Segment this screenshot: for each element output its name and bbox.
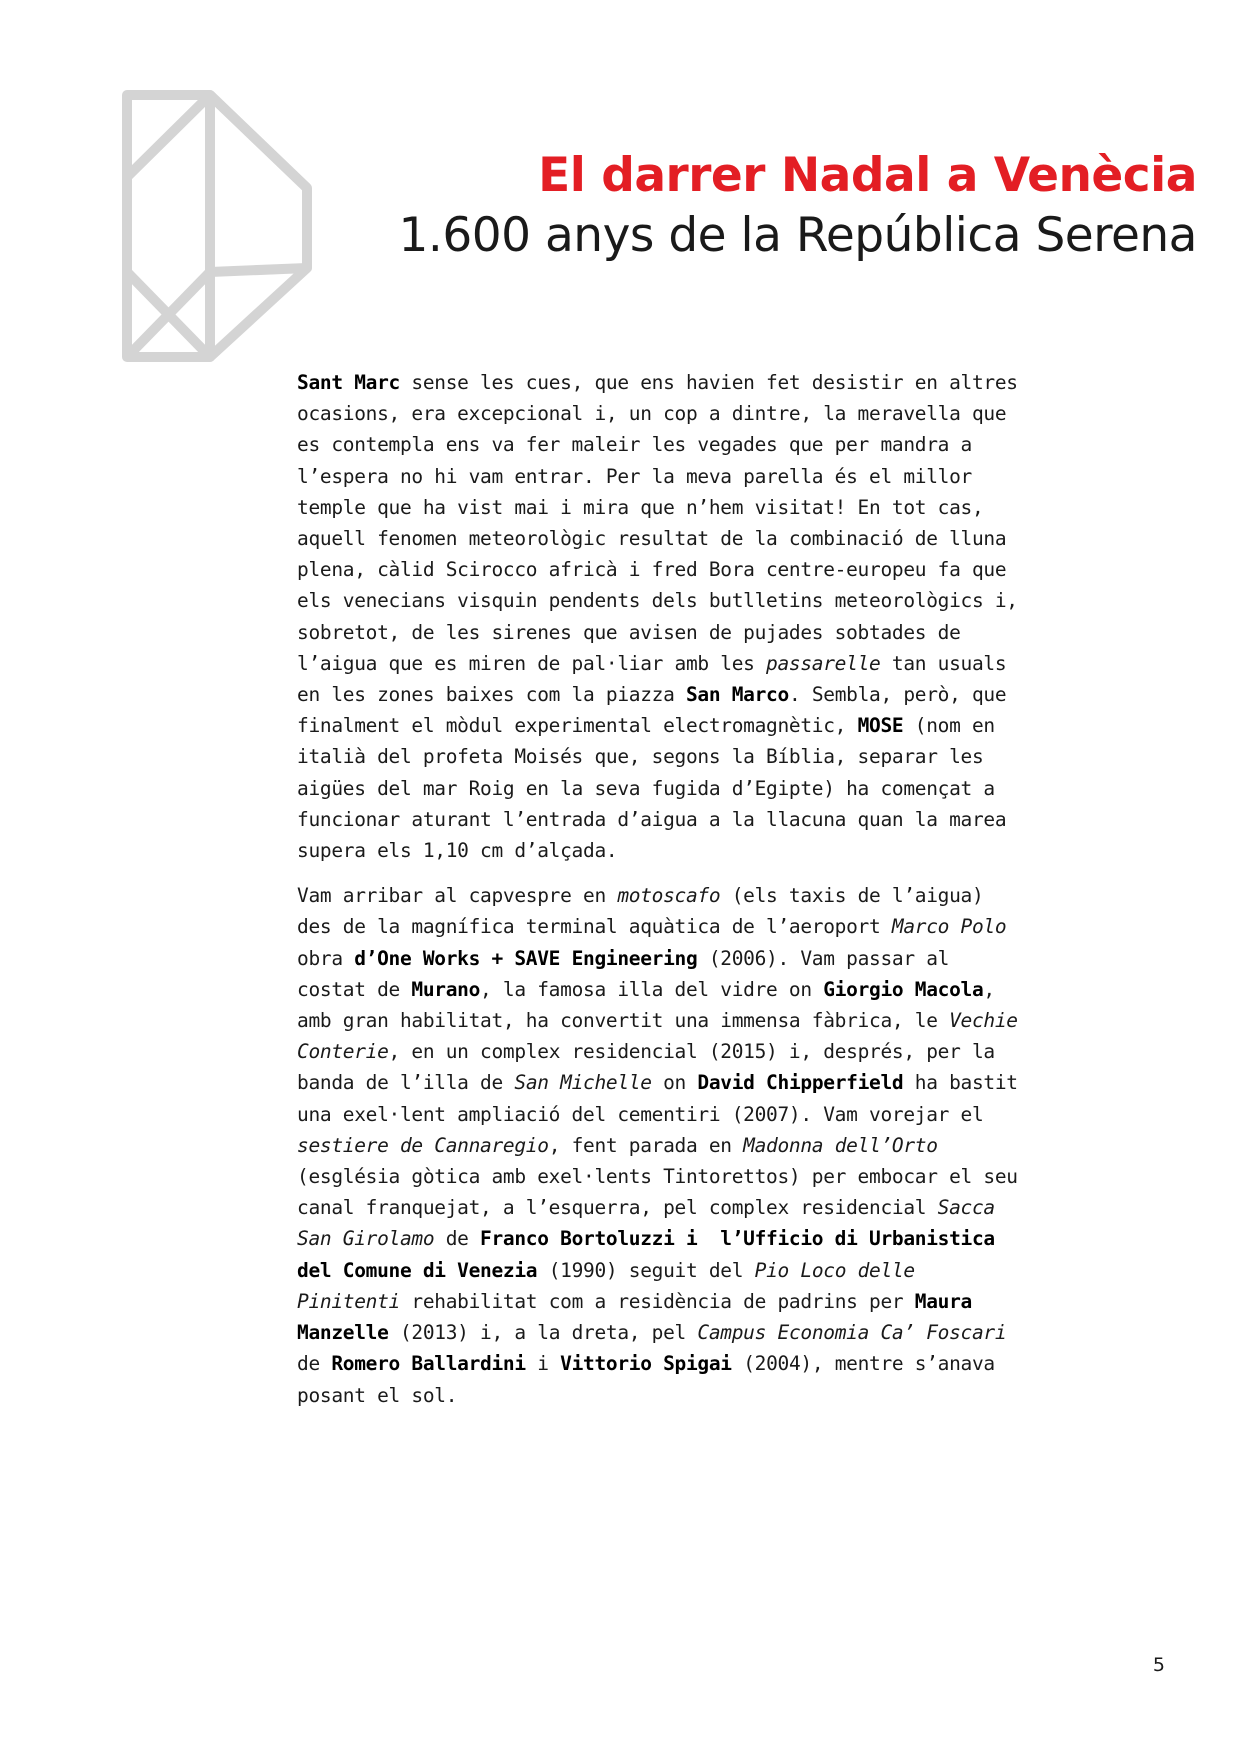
text-line [297, 804, 1177, 835]
bold-text: Manzelle [297, 1321, 389, 1345]
text-run: italià del profeta Moisés que, segons la Bíblia, separar les [297, 745, 984, 769]
text-run: posant el sol. [297, 1383, 458, 1407]
text-line [297, 835, 1177, 866]
italic-text: sestiere de Cannaregio [297, 1133, 549, 1157]
article-body [297, 367, 1177, 1425]
italic-text: Pinitenti [297, 1289, 400, 1313]
text-line [297, 741, 1177, 772]
text-line [297, 974, 1177, 1005]
text-run: i [525, 1352, 561, 1376]
text-line [297, 1348, 1177, 1379]
text-run: l’aigua que es miren de pal·liar amb les [297, 651, 767, 675]
text-run: , en un complex residencial (2015) i, després, per la [388, 1040, 995, 1064]
text-line [297, 1036, 1177, 1067]
text-line [297, 911, 1177, 942]
text-run: . Sembla, però, que [788, 683, 1007, 707]
italic-text: Vechie [949, 1009, 1018, 1033]
text-run: es contempla ens va fer maleir les vegades que per mandra a [297, 433, 972, 457]
text-run: de [297, 1352, 332, 1376]
text-line [297, 398, 1177, 429]
text-run: tan usuals [880, 651, 1007, 675]
bold-text: Murano [411, 977, 481, 1001]
text-line [297, 1099, 1177, 1130]
italic-text: motoscafo [617, 884, 721, 908]
italic-text: Campus Economia Ca’ Foscari [697, 1321, 1007, 1345]
bold-text: David Chipperfield [697, 1071, 904, 1095]
text-line [297, 554, 1177, 585]
page-subtitle: 1.600 anys de la República Serena [398, 208, 1197, 263]
text-run: ocasions, era excepcional i, un cop a dintre, la meravella que [297, 402, 1007, 426]
text-run: temple que ha vist mai i mira que n’hem visitat! En tot cas, [297, 495, 984, 519]
text-line [297, 367, 1177, 398]
text-run: plena, càlid Scirocco africà i fred Bora centre-europeu fa que [297, 558, 1007, 582]
text-run: (els taxis de l’aigua) [720, 884, 984, 908]
text-line [297, 1317, 1177, 1348]
italic-text: passarelle [766, 651, 881, 675]
italic-text: Pio Loco delle [754, 1258, 915, 1282]
text-line [297, 617, 1177, 648]
text-line [297, 1005, 1177, 1036]
bold-text: Sant Marc [297, 371, 400, 394]
text-line [297, 523, 1177, 554]
bold-text: Vittorio Spigai [560, 1352, 732, 1376]
italic-text: San Michelle [514, 1071, 652, 1095]
text-run: (1990) seguit del [537, 1258, 755, 1282]
text-run: , la famosa illa del vidre on [480, 977, 824, 1001]
text-line [297, 585, 1177, 616]
text-line [297, 1255, 1177, 1286]
text-run: una exel·lent ampliació del cementiri (2007). Vam vorejar el [297, 1102, 984, 1126]
text-run: amb gran habilitat, ha convertit una immensa fàbrica, le [297, 1009, 950, 1033]
text-run: , [983, 977, 995, 1001]
text-run: de [434, 1227, 481, 1251]
page-number: 5 [1152, 1654, 1165, 1676]
text-line [297, 648, 1177, 679]
text-run: obra [297, 946, 355, 970]
text-run: canal franquejat, a l’esquerra, pel complex residencial [297, 1196, 938, 1220]
paragraph [297, 367, 1177, 866]
bold-text: San Marco [685, 683, 789, 707]
text-line [297, 880, 1177, 911]
text-line [297, 710, 1177, 741]
text-run: des de la magnífica terminal aquàtica de l’aeroport [297, 915, 892, 939]
text-run: ha bastit [903, 1071, 1018, 1095]
text-run: on [651, 1071, 698, 1095]
text-run: rehabilitat com a residència de padrins per [399, 1289, 915, 1313]
bold-text: Romero Ballardini [331, 1352, 526, 1376]
text-line [297, 429, 1177, 460]
text-line [297, 1130, 1177, 1161]
text-run: (2004), mentre s’anava [731, 1352, 995, 1376]
text-run: els venecians visquin pendents dels butlletins meteorològics i, [297, 589, 1018, 613]
text-run: (nom en [903, 714, 995, 738]
paragraph [297, 880, 1177, 1410]
text-line [297, 1223, 1177, 1254]
italic-text: Marco Polo [891, 915, 1007, 939]
text-run: costat de [297, 977, 412, 1001]
geometric-outline-logo-icon [122, 90, 312, 362]
italic-text: Madonna dell’Orto [743, 1133, 938, 1157]
text-line [297, 1380, 1177, 1411]
text-run: Vam arribar al capvespre en [297, 884, 618, 908]
text-run: , fent parada en [548, 1133, 744, 1157]
text-run: banda de l’illa de [297, 1071, 515, 1095]
text-run: aquell fenomen meteorològic resultat de la combinació de lluna [297, 527, 1007, 551]
text-line [297, 1161, 1177, 1192]
bold-text: Giorgio Macola [823, 977, 984, 1001]
text-run: (2006). Vam passar al [697, 946, 950, 970]
text-line [297, 1192, 1177, 1223]
text-run: sobretot, de les sirenes que avisen de pujades sobtades de [297, 620, 961, 644]
bold-text: Maura [914, 1289, 972, 1313]
text-run: l’espera no hi vam entrar. Per la meva parella és el millor [297, 464, 972, 488]
text-line [297, 773, 1177, 804]
bold-text: Franco Bortoluzzi i l’Ufficio di Urbanistica [480, 1227, 995, 1251]
italic-text: Sacca [937, 1196, 995, 1220]
text-line [297, 1286, 1177, 1317]
page-title: El darrer Nadal a Venècia [538, 148, 1197, 203]
italic-text: Conterie [297, 1040, 389, 1064]
text-run: supera els 1,10 cm d’alçada. [297, 839, 618, 863]
text-line [297, 679, 1177, 710]
text-run: aigües del mar Roig en la seva fugida d’Egipte) ha començat a [297, 776, 995, 800]
text-run: funcionar aturant l’entrada d’aigua a la llacuna quan la marea [297, 807, 1007, 831]
text-run: finalment el mòdul experimental electromagnètic, [297, 714, 858, 738]
text-run: sense les cues, que ens havien fet desistir en altres [399, 371, 1018, 394]
text-line [297, 1067, 1177, 1098]
text-run: en les zones baixes com la piazza [297, 683, 686, 707]
text-line [297, 943, 1177, 974]
bold-text: del Comune di Venezia [297, 1258, 538, 1282]
title-block [399, 146, 1197, 266]
text-run: (2013) i, a la dreta, pel [388, 1321, 698, 1345]
bold-text: MOSE [857, 714, 904, 738]
italic-text: San Girolamo [297, 1227, 435, 1251]
text-run: (església gòtica amb exel·lents Tintorettos) per embocar el seu [297, 1165, 1018, 1189]
text-line [297, 461, 1177, 492]
text-line [297, 492, 1177, 523]
bold-text: d’One Works + SAVE Engineering [354, 946, 698, 970]
